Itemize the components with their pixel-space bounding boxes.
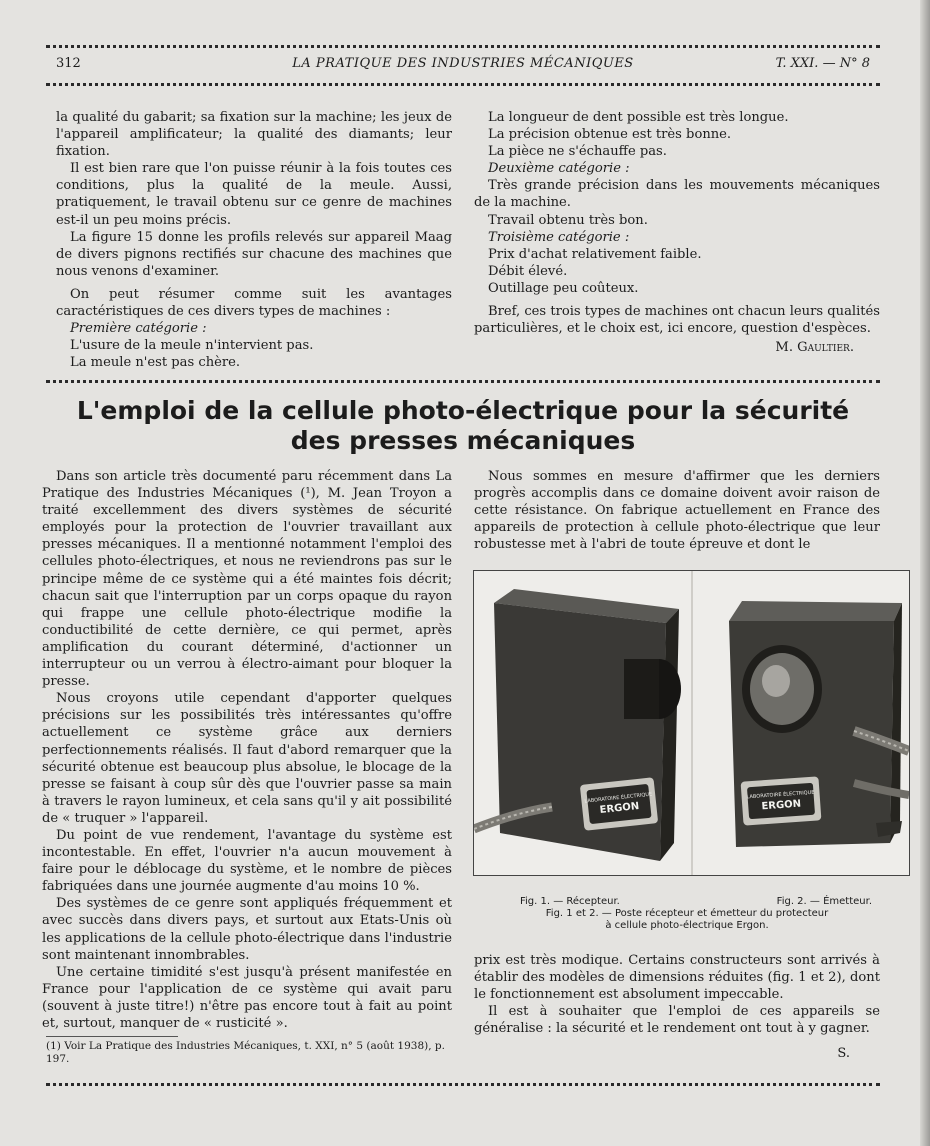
article-title-line-2: des presses mécaniques [290,426,636,455]
running-head [46,56,880,78]
photo-receiver-emitter [474,571,909,875]
paragraph: Débit élevé. [488,263,568,279]
paragraph: Prix d'achat relativement faible. [488,246,702,262]
caption-fig2: Fig. 2. — Émetteur. [776,896,872,907]
paragraph: La précision obtenue est très bonne. [488,127,732,143]
paragraph: Des systèmes de ce genre sont appliqués fréquemment et avec succès dans divers pays, et surtout aux Etats-Unis où les applications de la cellule photo-électrique dans l'industrie sont maintenant innombrables. [42,896,452,963]
page-number: 312 [56,56,81,71]
paragraph: La longueur de dent possible est très longue. [488,110,789,125]
paragraph: Nous sommes en mesure d'affirmer que les derniers progrès accomplis dans ce domaine doivent avoir raison de cette résistance. On fabrique actuellement en France des appareils de protection à cellule photo-électrique que leur robustesse met à l'abri de toute épreuve et dont le [474,469,880,553]
paragraph: L'usure de la meule n'intervient pas. [70,338,314,354]
caption-fig1: Fig. 1. — Récepteur. [520,896,620,907]
paragraph: On peut résumer comme suit les avantages caractéristiques de ces divers types de machines : [56,286,452,320]
article-title [46,396,880,456]
category-heading: Troisième catégorie : [488,229,630,245]
article-left-column [42,468,452,1032]
journal-title: LA PRATIQUE DES INDUSTRIES MÉCANIQUES [292,56,634,71]
category-heading: Première catégorie : [70,321,207,337]
emitter-plate-brand: ERGON [761,798,802,813]
footnote: (1) Voir La Pratique des Industries Mécaniques, t. XXI, n° 5 (août 1938), p. 197. [46,1040,445,1065]
caption-line-2: Fig. 1 et 2. — Poste récepteur et émetteur du protecteur [545,908,829,919]
top-dotted-rule [46,45,880,48]
paragraph: Une certaine timidité s'est jusqu'à présent manifestée en France pour l'application de ce système qui avait paru (souvent à juste titre!) n'être pas encore tout à fait au point et, surtout, manquer de « rusticité ». [42,964,452,1031]
paragraph: la qualité du gabarit; sa fixation sur la machine; les jeux de l'appareil amplificateur; la qualité des diamants; leur fixation. [56,110,452,160]
article-right-column-top [474,468,880,553]
article-signature: S. [837,1046,850,1061]
volume-number: T. XXI. — N° 8 [775,56,870,71]
paragraph: La pièce ne s'échauffe pas. [488,144,667,160]
paragraph: La meule n'est pas chère. [70,355,241,371]
article-title-line-1: L'emploi de la cellule photo-électrique pour la sécurité [76,396,850,425]
paragraph: Il est à souhaiter que l'emploi de ces appareils se généralise : la sécurité et le rendement ont tout à y gagner. [474,1004,880,1037]
paragraph: prix est très modique. Certains constructeurs sont arrivés à établir des modèles de dimensions réduites (fig. 1 et 2), dont le fonctionnement est absolument impeccable. [474,953,880,1003]
caption-line-3: à cellule photo-électrique Ergon. [605,920,769,931]
page-binding-edge [920,0,930,1146]
paragraph: La figure 15 donne les profils relevés sur appareil Maag de divers pignons rectifiés sur chacune des machines que nous venons d'examiner. [56,229,452,279]
bottom-dotted-rule [46,1083,880,1086]
article-right-column-bottom [474,952,880,1037]
paragraph: Très grande précision dans les mouvements mécaniques de la machine. [474,178,880,211]
paragraph: Travail obtenu très bon. [488,212,648,228]
paragraph: Nous croyons utile cependant d'apporter quelques précisions sur les possibilités très intéressantes qu'offre actuellement ce système grâce aux derniers perfectionnements réalisés. Il faut d'abord remarquer que la sécurité obtenue est beaucoup plus absolue, le blocage de la presse se faisant à coup sûr dès que l'ouvrier passe sa main à travers le rayon lumineux, et cela sans qu'il y ait possibilité de « truquer » l'appareil. [42,691,452,826]
emitter-plate-top: LABORATOIRE ÉLECTRIQUE [746,789,815,801]
receiver-plate-brand: ERGON [599,800,640,817]
paragraph: Outillage peu coûteux. [488,280,639,296]
figure-caption [492,896,882,932]
prev-article-right-column [474,109,880,356]
prev-article-left-column [56,109,452,371]
receiver-box [474,589,681,861]
receiver-plate-top: LABORATOIRE ÉLECTRIQUE [584,791,653,805]
paragraph: Du point de vue rendement, l'avantage du système est incontestable. En effet, l'ouvrier n'a aucun mouvement à faire pour le déblocage du système, et le nombre de pièces fabriquées dans une journée augmente d'au moins 10 %. [42,827,452,895]
caption-fig-labels [492,896,882,908]
paragraph: Bref, ces trois types de machines ont chacun leurs qualités particulières, et le choix est, ici encore, question d'espèces. [474,304,880,337]
section-dotted-rule [46,380,880,383]
author-signature: M. Gaultier. [775,340,854,356]
category-heading: Deuxième catégorie : [488,161,630,177]
paragraph: Dans son article très documenté paru récemment dans La Pratique des Industries Mécaniques (¹), M. Jean Troyon a traité excellemment des divers systèmes de sécurité employés pour la protection de l'ouvrier travaillant aux presses mécaniques. Il a mentionné notamment l'emploi des cellules photo-électriques, et nous ne reviendrons pas sur le principe même de ce système qui a été maintes fois décrit; chacun sait que l'interruption par un corps opaque du rayon qui frappe une cellule photo-électrique modifie la conductibilité de cette dernière, ce qui permet, après amplification du courant déterminé, d'actionner un interrupteur ou un verrou à électro-aimant pour bloquer la presse. [42,469,452,690]
paragraph: Il est bien rare que l'on puisse réunir à la fois toutes ces conditions, plus la qualité de la meule. Aussi, pratiquement, le travail obtenu sur ce genre de machines est-il un peu moins précis. [56,161,452,228]
header-dotted-rule [46,83,880,86]
footnote-rule [46,1036,178,1037]
figure-photograph [473,570,910,876]
emitter-box [729,601,909,847]
